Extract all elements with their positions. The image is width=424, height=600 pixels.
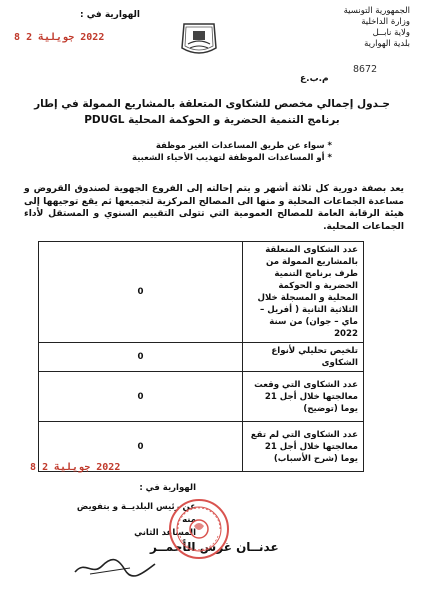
received-date-stamp: 2022 جويلية 2 8 <box>14 32 105 43</box>
header-date-label: الهوارية في : <box>79 10 140 20</box>
header-line: ولاية نابــل <box>372 28 410 38</box>
document-title <box>32 96 392 128</box>
table-row <box>39 343 364 372</box>
table-cell-value: 0 <box>39 242 243 343</box>
table-row <box>39 242 364 343</box>
official-round-seal-icon <box>168 498 230 560</box>
table-cell-value: 0 <box>39 372 243 422</box>
bullet-item: * سواء عن طريق المساعدات الغير موظفة <box>155 141 332 151</box>
signed-date-stamp: 2022 جويلية 2 8 <box>30 462 121 473</box>
header-line: الجمهورية التونسية <box>343 6 410 16</box>
table-row <box>39 372 364 422</box>
reference-code: م.ب.ع <box>300 74 329 84</box>
reference-number: 8672 <box>353 64 378 75</box>
footer-delegation-line: عن رئيس البلديــة و بتفويض منه <box>76 502 196 525</box>
complaints-table <box>38 241 364 472</box>
description-paragraph: يعد بصفة دورية كل ثلاثة أشهر و يتم إحالته إلى الفروع الجهوية لصندوق القروض و مساعدة الجماعات المحلية و منها الى المصالح المركزية لتجميعها ثم يقع توجيهها إلى هيئة الرقابة العامة للمصالح العمومية التي تتولى التقييم السنوي و المستقل لأداء الجماعات المحلية. <box>24 183 404 232</box>
handwritten-signature <box>70 556 160 578</box>
bullet-list <box>112 140 332 164</box>
bullet-item: * أو المساعدات الموظفة لتهذيب الأحياء الشعبية <box>131 153 332 163</box>
footer-delegation-line: المساعد الثاني <box>134 528 196 538</box>
title-line-1: جـدول إجمالي مخصص للشكاوى المتعلقة بالمشاريع الممولة في إطار <box>34 98 390 110</box>
header-line: وزارة الداخلية <box>361 17 410 27</box>
table-cell-value: 0 <box>39 343 243 372</box>
signatory-name: عدنــان غرس الأحمــر <box>150 540 279 554</box>
header-right-block <box>300 6 410 50</box>
municipality-seal-icon <box>176 18 222 58</box>
header-line: بلدية الهوارية <box>364 39 410 49</box>
table-cell-label: عدد الشكاوى المتعلقة بالمشاريع الممولة من طرف برنامج التنمية الحضرية و الحوكمة المحلية و المسجلة خلال الثلاثية الثانية ( أفريل – ماي – جوان) من سنة 2022 <box>243 242 364 343</box>
table-cell-label: عدد الشكاوى التي وقعت معالجتها خلال أجل 21 يوما (توضيح) <box>243 372 364 422</box>
table-cell-label: تلخيص تحليلي لأنواع الشكاوى <box>243 343 364 372</box>
title-line-2: برنامج التنمية الحضرية و الحوكمة المحلية PDUGL <box>84 114 340 126</box>
table-cell-value: 0 <box>39 422 243 472</box>
footer-place-label: الهوارية في : <box>139 483 196 493</box>
table-cell-label: عدد الشكاوى التي لم تقع معالجتها خلال أجل 21 يوما (شرح الأسباب) <box>243 422 364 472</box>
